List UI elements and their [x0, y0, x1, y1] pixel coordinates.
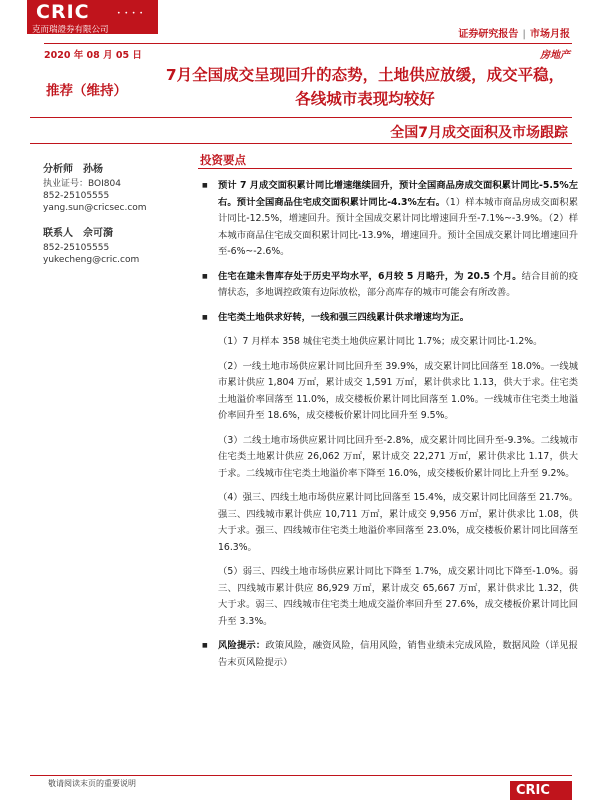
bullet-text: （1）样本城市商品房成交面积累计同比-12.5%，增速回升。预计全国成交累计同比增速回升至-7.1%~-3.9%。（2）样本城市商品住宅成交面积累计同比-13.9%，增速回升。预计全国成交累计同比增速回升至-6%~-2.6%。 — [218, 196, 578, 257]
bullet-text: 结合目前的疫情状态，多地调控政策有边际放松，部分高库存的城市可能会有所改善。 — [218, 270, 578, 298]
analyst-block — [43, 160, 178, 214]
contact-block — [43, 224, 178, 266]
section-divider — [198, 168, 572, 169]
contact-sidebar — [43, 160, 178, 276]
logo-text: CRIC — [36, 1, 90, 23]
title-block — [30, 60, 572, 117]
report-body — [200, 178, 578, 679]
header-separator: | — [522, 29, 526, 40]
footer-divider — [30, 775, 572, 776]
report-type: 证券研究报告 — [458, 29, 519, 40]
contact-email[interactable]: yukecheng@cric.com — [43, 255, 140, 265]
paragraph: （3）二线土地市场供应累计同比回升至-2.8%，成交累计同比回升至-9.3%。二线城市住宅类土地累计供应 26,062 万㎡，累计成交 22,271 万㎡，累计供求比 1.17，供大于求。二线城市住宅类土地溢价率下降至 16.0%，成交楼板价累计同比上升至 9.2%。 — [218, 434, 578, 479]
paragraph: （1）7 月样本 358 城住宅类土地供应累计同比 1.7%；成交累计同比-1.2%。 — [218, 336, 543, 347]
header-divider — [44, 43, 572, 44]
report-date: 2020 年 08 月 05 日 — [44, 50, 142, 61]
bullet-bold: 住宅在建未售库存处于历史平均水平，6月较 5 月略升，为 20.5 个月。 — [218, 270, 522, 282]
paragraph: （2）一线土地市场供应累计同比回升至 39.9%，成交累计同比回落至 18.0%。一线城市累计供应 1,804 万㎡，累计成交 1,591 万㎡，累计供求比 1.13，供大于求。住宅类土地溢价率回落至 11.0%，成交楼板价累计同比回落至 1.0%。一线城市住宅类土地溢价率回升至 18.6%，成交楼板价累计同比回升至 9.5%。 — [218, 360, 578, 421]
analyst-phone: 852-25105555 — [43, 191, 110, 201]
company-logo — [27, 0, 158, 34]
paragraph: （5）弱三、四线土地市场供应累计同比下降至 1.7%，成交累计同比下降至-1.0%。弱三、四线城市累计供应 86,929 万㎡，累计成交 65,667 万㎡，累计供求比 1.32，供大于求。弱三、四线城市住宅类土地成交溢价率回升至 27.6%，成交楼板价累计同比回升至 3.3%。 — [218, 566, 578, 627]
subtitle-divider — [30, 143, 572, 144]
footer-disclaimer: 敬请阅读末页的重要说明 — [48, 779, 136, 788]
analyst-name: 孙杨 — [83, 164, 103, 175]
report-type-header — [458, 25, 570, 40]
rating-label: 推荐（维持） — [46, 83, 127, 99]
bullet-item — [200, 269, 578, 302]
contact-phone: 852-25105555 — [43, 243, 110, 253]
bullet-bold: 预计 7 月成交面积累计同比增速继续回升，预计全国商品房成交面积累计同比-5.5%左右。预计全国商品住宅成交面积累计同比-4.3%左右。 — [218, 180, 578, 208]
bullet-item — [200, 638, 578, 671]
report-subtitle: 全国7月成交面积及市场跟踪 — [390, 125, 568, 141]
bullet-item — [200, 310, 578, 327]
bullet-item — [200, 178, 578, 261]
logo-subtext: 克而瑞證券有限公司 — [32, 25, 109, 35]
contact-role: 联系人 — [43, 228, 73, 239]
title-divider — [30, 117, 572, 118]
analyst-role: 分析师 — [43, 164, 73, 175]
industry-label: 房地产 — [540, 50, 570, 61]
paragraph: （4）强三、四线土地市场供应累计同比回落至 15.4%，成交累计同比回落至 21.7%。强三、四线城市累计供应 10,711 万㎡，累计成交 9,956 万㎡，累计供求比 1.08，供大于求。强三、四线城市住宅类土地溢价率回落至 23.0%，成交楼板价累计同比回落至 16.3%。 — [218, 492, 578, 553]
section-title: 投资要点 — [200, 153, 246, 167]
report-headline: 7月全国成交呈现回升的态势，土地供应放缓，成交平稳，各线城市表现均较好 — [165, 66, 565, 108]
bullet-bold: 住宅类土地供求好转，一线和强三四线累计供求增速均为正。 — [218, 311, 470, 323]
footer-logo: CRIC — [510, 781, 572, 800]
analyst-email[interactable]: yang.sun@cricsec.com — [43, 203, 147, 213]
analyst-license: 执业证号：BOI804 — [43, 179, 121, 189]
logo-dots: • • • • — [117, 10, 144, 17]
bullet-text: 政策风险，融资风险，信用风险，销售业绩未完成风险，数据风险（详见报告末页风险提示） — [218, 640, 578, 668]
contact-name: 佘可漪 — [83, 228, 113, 239]
bullet-bold: 风险提示： — [218, 640, 266, 651]
report-kind: 市场月报 — [530, 29, 570, 40]
